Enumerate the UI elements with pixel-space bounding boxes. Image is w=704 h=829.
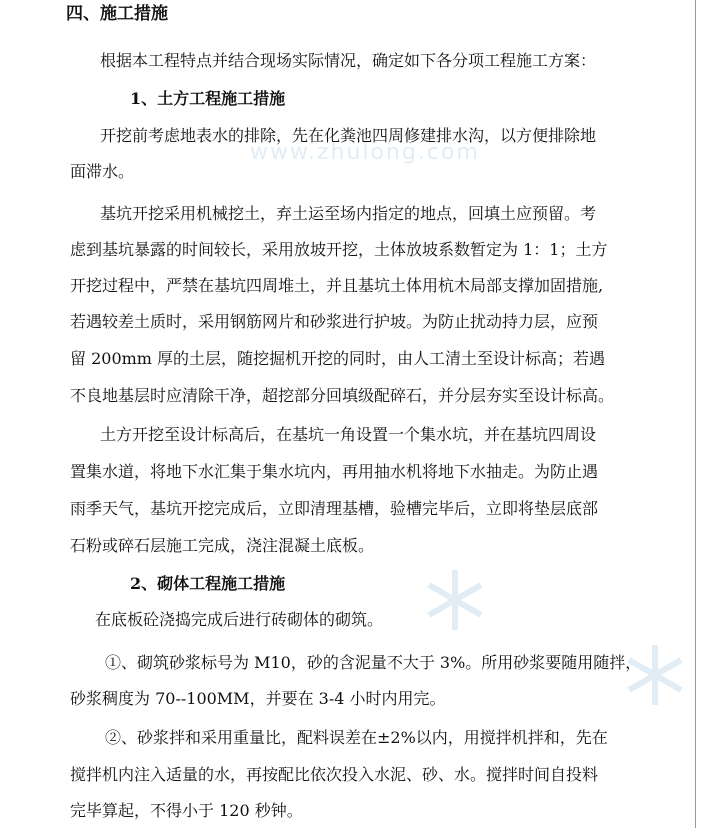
s1-p1-line-2: 面滞水。 xyxy=(70,162,135,181)
s2-p2-line-2: 砂浆稠度为 70--100MM，并要在 3-4 小时内用完。 xyxy=(70,689,446,708)
intro-paragraph: 根据本工程特点并结合现场实际情况，确定如下各分项工程施工方案： xyxy=(100,51,597,70)
s1-p2-line-3: 开挖过程中，严禁在基坑四周堆土，并且基坑土体用杭木局部支撑加固措施, xyxy=(70,276,604,295)
s1-p2-line-6: 不良地基层时应清除干净，超挖部分回填级配碎石，并分层夯实至设计标高。 xyxy=(70,386,615,405)
s1-p2-line-1: 基坑开挖采用机械挖土，弃土运至场内指定的地点，回填土应预留。考 xyxy=(100,204,597,223)
page-right-edge xyxy=(695,0,696,828)
s1-p2-line-2: 虑到基坑暴露的时间较长，采用放坡开挖，土体放坡系数暂定为 1：1；土方 xyxy=(70,240,608,259)
subsection-2-title: 2、砌体工程施工措施 xyxy=(130,574,286,593)
s1-p3-line-2: 置集水道，将地下水汇集于集水坑内，再用抽水机将地下水抽走。为防止遇 xyxy=(70,462,599,481)
s1-p3-line-1: 土方开挖至设计标高后，在基坑一角设置一个集水坑，并在基坑四周设 xyxy=(100,425,597,444)
s2-p3-line-2: 搅拌机内注入适量的水，再按配比依次投入水泥、砂、水。搅拌时间自投料 xyxy=(70,765,599,784)
s1-p3-line-3: 雨季天气，基坑开挖完成后，立即清理基槽，验槽完毕后，立即将垫层底部 xyxy=(70,499,599,518)
section-title: 四、施工措施 xyxy=(66,4,168,24)
s2-p1-line-1: 在底板砼浇捣完成后进行砖砌体的砌筑。 xyxy=(95,610,384,629)
s2-p3-line-3: 完毕算起，不得小于 120 秒钟。 xyxy=(70,801,303,820)
subsection-1-title: 1、土方工程施工措施 xyxy=(130,89,286,108)
watermark-text: www.zhulong.com xyxy=(250,140,480,165)
s1-p3-line-4: 石粉或碎石层施工完成，浇注混凝土底板。 xyxy=(70,536,375,555)
s1-p2-line-5: 留 200mm 厚的土层，随挖掘机开挖的同时，由人工清土至设计标高；若遇 xyxy=(70,349,606,368)
s2-p2-line-1: ①、砌筑砂浆标号为 M10，砂的含泥量不大于 3%。所用砂浆要随用随拌， xyxy=(105,653,642,672)
s1-p2-line-4: 若遇较差土质时，采用钢筋网片和砂浆进行护坡。为防止扰动持力层，应预 xyxy=(70,312,599,331)
s1-p1-line-1: 开挖前考虑地表水的排除，先在化粪池四周修建排水沟，以方便排除地 xyxy=(100,126,597,145)
s2-p3-line-1: ②、砂浆拌和采用重量比，配料误差在±2%以内，用搅拌机拌和，先在 xyxy=(105,728,608,747)
